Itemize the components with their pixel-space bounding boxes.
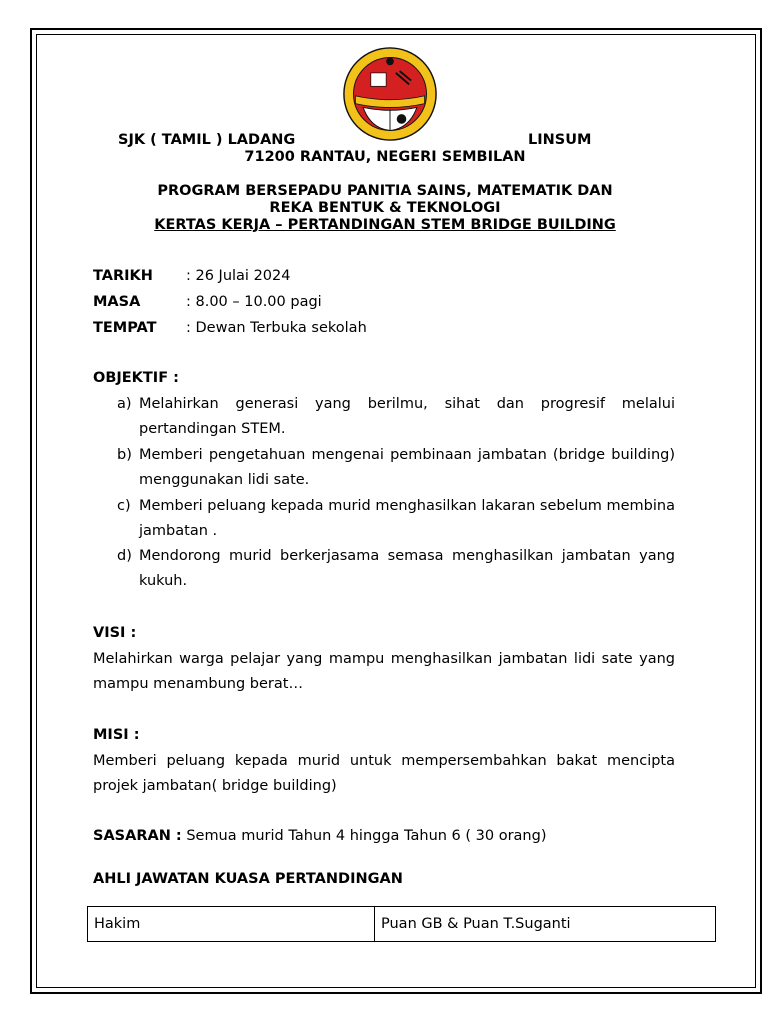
table-row xyxy=(88,907,716,942)
detail-label: MASA xyxy=(93,294,141,310)
objective-item xyxy=(117,443,675,493)
school-logo xyxy=(342,46,438,142)
misi-text: Memberi peluang kepada murid untuk mempersembahkan bakat mencipta projek jambatan( bridge building) xyxy=(93,753,675,794)
objective-text: Melahirkan generasi yang berilmu, sihat dan progresif melalui pertandingan STEM. xyxy=(139,396,675,437)
objective-item xyxy=(117,544,675,594)
objective-letter: a) xyxy=(117,396,132,412)
sasaran-text: Semua murid Tahun 4 hingga Tahun 6 ( 30 orang) xyxy=(186,828,547,844)
objective-item xyxy=(117,494,675,544)
sasaran-line xyxy=(93,828,546,844)
committee-names: Puan GB & Puan T.Suganti xyxy=(375,907,716,942)
school-name-suffix: LINSUM xyxy=(528,132,592,148)
objective-item xyxy=(117,392,675,442)
objective-letter: c) xyxy=(117,498,131,514)
program-title-line1: PROGRAM BERSEPADU PANITIA SAINS, MATEMATIK DAN xyxy=(157,183,613,199)
objective-letter: d) xyxy=(117,548,132,564)
objective-text: Mendorong murid berkerjasama semasa menghasilkan jambatan yang kukuh. xyxy=(139,548,675,589)
committee-role: Hakim xyxy=(88,907,375,942)
school-address: 71200 RANTAU, NEGERI SEMBILAN xyxy=(244,149,526,165)
objektif-heading: OBJEKTIF : xyxy=(93,370,179,386)
detail-value: : Dewan Terbuka sekolah xyxy=(186,320,367,336)
detail-value: : 26 Julai 2024 xyxy=(186,268,291,284)
sasaran-label: SASARAN : xyxy=(93,828,182,844)
objective-text: Memberi pengetahuan mengenai pembinaan jambatan (bridge building) menggunakan lidi sate. xyxy=(139,447,675,488)
program-title-line2: REKA BENTUK & TEKNOLOGI xyxy=(269,200,501,216)
school-name: SJK ( TAMIL ) LADANG xyxy=(118,132,296,148)
program-title-line3: KERTAS KERJA – PERTANDINGAN STEM BRIDGE BUILDING xyxy=(154,217,616,233)
misi-heading: MISI : xyxy=(93,727,140,743)
visi-text: Melahirkan warga pelajar yang mampu menghasilkan jambatan lidi sate yang mampu menambung berat… xyxy=(93,651,675,692)
committee-heading: AHLI JAWATAN KUASA PERTANDINGAN xyxy=(93,871,403,887)
objective-text: Memberi peluang kepada murid menghasilkan lakaran sebelum membina jambatan . xyxy=(139,498,675,539)
detail-label: TEMPAT xyxy=(93,320,157,336)
committee-table xyxy=(87,906,716,942)
detail-value: : 8.00 – 10.00 pagi xyxy=(186,294,322,310)
objective-letter: b) xyxy=(117,447,132,463)
detail-label: TARIKH xyxy=(93,268,153,284)
visi-heading: VISI : xyxy=(93,625,137,641)
